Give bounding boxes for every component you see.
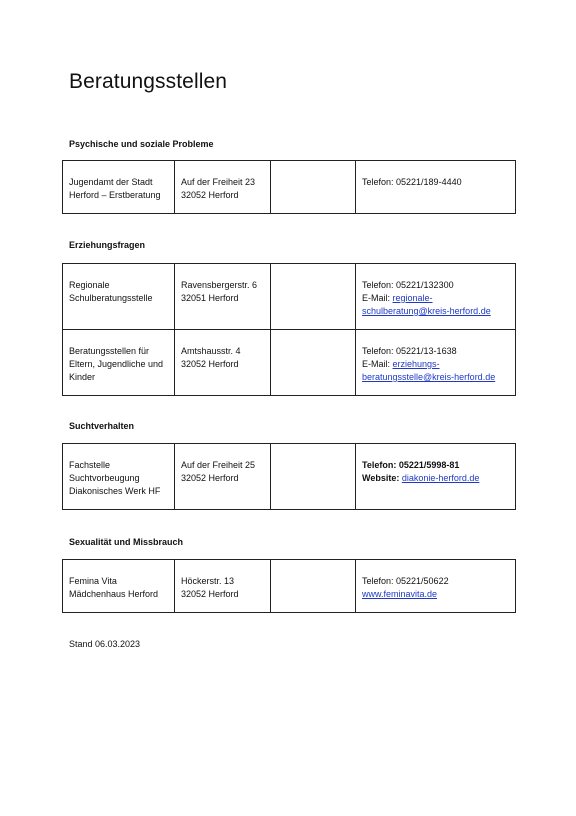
name-line: Eltern, Jugendliche und (69, 359, 164, 369)
page-title: Beratungsstellen (69, 70, 228, 93)
address-street: Auf der Freiheit 25 (181, 460, 256, 470)
address-city: 32052 Herford (181, 589, 239, 599)
cell-empty (271, 444, 356, 510)
name-line: Diakonisches Werk HF (69, 486, 161, 496)
name-line: Jugendamt der Stadt (69, 177, 153, 187)
website-link[interactable]: diakonie-herford.de (401, 473, 480, 483)
cell-contact (356, 264, 516, 330)
cell-contact (356, 330, 516, 396)
table-row (63, 444, 516, 510)
phone-text: Telefon: 05221/189-4440 (362, 177, 462, 187)
email-line (362, 371, 509, 384)
website-link[interactable]: www.feminavita.de (362, 589, 438, 599)
table-erziehungsfragen (62, 263, 516, 396)
table-row (63, 330, 516, 396)
name-line: Regionale (69, 280, 110, 290)
section-heading-sexualitaet-missbrauch: Sexualität und Missbrauch (69, 537, 184, 547)
table-psychische-probleme (62, 160, 516, 214)
cell-address (175, 264, 271, 330)
section-heading-psychische-probleme: Psychische und soziale Probleme (69, 139, 214, 149)
phone-text: Telefon: 05221/50622 (362, 576, 449, 586)
address-street: Amtshausstr. 4 (181, 346, 241, 356)
name-line: Mädchenhaus Herford (69, 589, 159, 599)
cell-empty (271, 330, 356, 396)
phone-text: Telefon: 05221/13-1638 (362, 346, 457, 356)
table-sexualitaet-missbrauch (62, 559, 516, 613)
cell-address (175, 161, 271, 214)
website-line (362, 588, 509, 601)
cell-name (63, 444, 175, 510)
address-street: Höckerstr. 13 (181, 576, 235, 586)
name-line: Femina Vita (69, 576, 117, 586)
email-line (362, 305, 509, 318)
cell-name (63, 161, 175, 214)
table-row (63, 560, 516, 613)
name-line: Herford – Erstberatung (69, 190, 161, 200)
email-link[interactable]: regionale- (392, 293, 433, 303)
email-line (362, 292, 509, 305)
email-line (362, 358, 509, 371)
website-line (362, 472, 509, 485)
cell-address (175, 330, 271, 396)
email-link[interactable]: erziehungs- (392, 359, 440, 369)
email-link[interactable]: beratungsstelle@kreis-herford.de (362, 372, 496, 382)
name-line: Kinder (69, 372, 96, 382)
address-city: 32051 Herford (181, 293, 239, 303)
name-line: Fachstelle (69, 460, 111, 470)
name-line: Suchtvorbeugung (69, 473, 140, 483)
phone-text: Telefon: 05221/5998-81 (362, 460, 460, 470)
cell-contact (356, 161, 516, 214)
address-city: 32052 Herford (181, 473, 239, 483)
address-street: Auf der Freiheit 23 (181, 177, 256, 187)
section-heading-suchtverhalten: Suchtverhalten (69, 421, 135, 431)
name-line: Beratungsstellen für (69, 346, 150, 356)
cell-empty (271, 264, 356, 330)
address-street: Ravensbergerstr. 6 (181, 280, 258, 290)
cell-contact (356, 560, 516, 613)
email-label: E-Mail: (362, 293, 393, 303)
cell-name (63, 264, 175, 330)
table-row (63, 161, 516, 214)
section-heading-erziehungsfragen: Erziehungsfragen (69, 240, 146, 250)
cell-empty (271, 161, 356, 214)
stand-date: Stand 06.03.2023 (69, 639, 141, 649)
name-line: Schulberatungsstelle (69, 293, 153, 303)
address-city: 32052 Herford (181, 190, 239, 200)
website-label: Website: (362, 473, 402, 483)
email-link[interactable]: schulberatung@kreis-herford.de (362, 306, 491, 316)
cell-name (63, 560, 175, 613)
cell-name (63, 330, 175, 396)
cell-contact (356, 444, 516, 510)
email-label: E-Mail: (362, 359, 393, 369)
table-suchtverhalten (62, 443, 516, 510)
cell-address (175, 444, 271, 510)
cell-address (175, 560, 271, 613)
table-row (63, 264, 516, 330)
phone-text: Telefon: 05221/132300 (362, 280, 454, 290)
cell-empty (271, 560, 356, 613)
address-city: 32052 Herford (181, 359, 239, 369)
